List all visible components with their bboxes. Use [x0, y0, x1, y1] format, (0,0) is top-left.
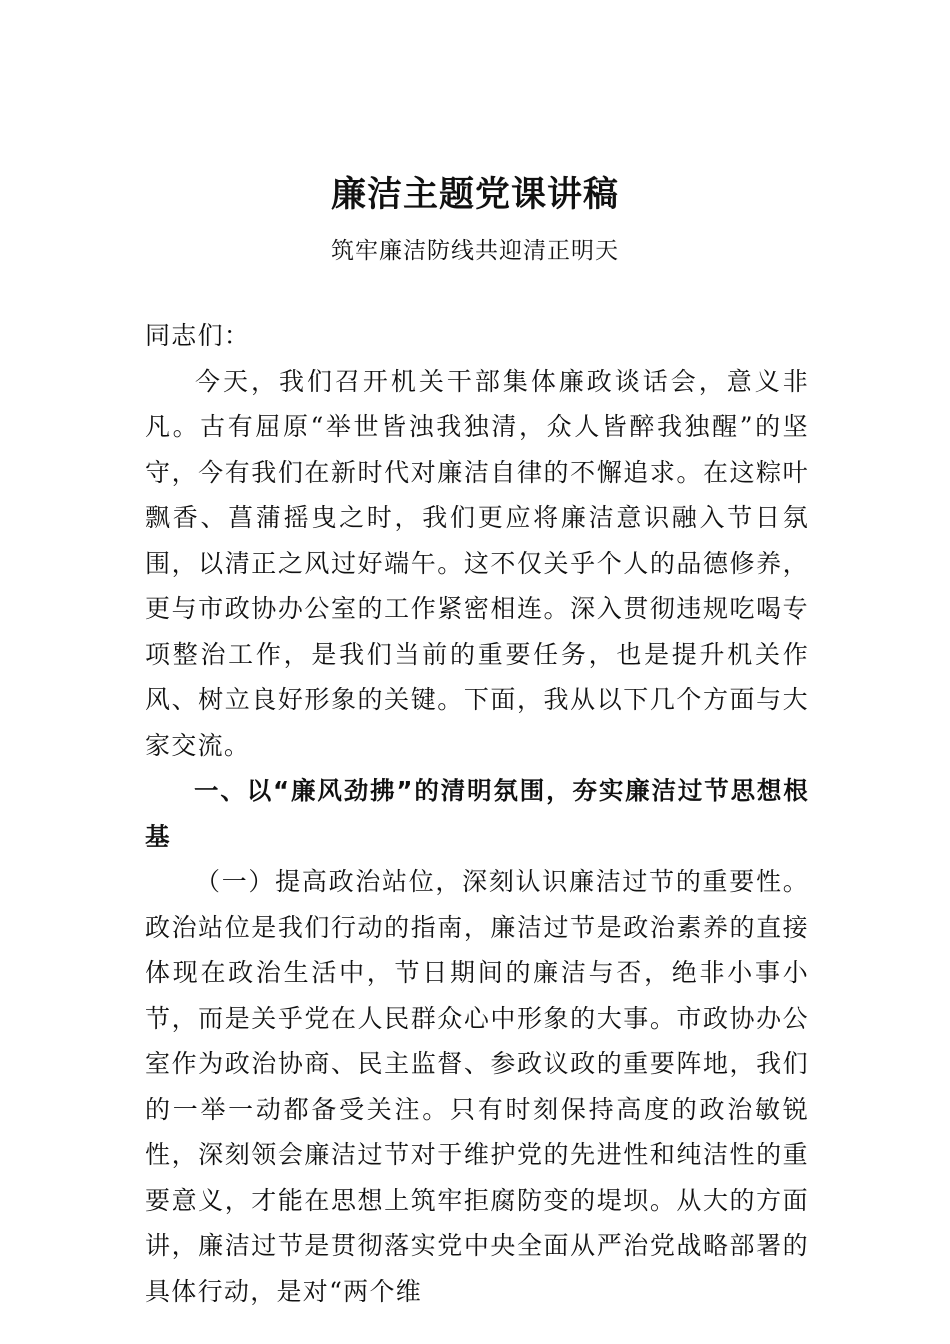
- document-subtitle: 筑牢廉洁防线共迎清正明天: [331, 238, 619, 264]
- salutation: 同志们：: [145, 321, 251, 350]
- intro-paragraph: 今天，我们召开机关干部集体廉政谈话会，意义非凡。古有屈原“举世皆浊我独清，众人皆醉我独醒”的坚守，今有我们在新时代对廉洁自律的不懈追求。在这粽叶飘香、菖蒲摇曳之时，我们更应将廉洁意识融入节日氛围，以清正之风过好端午。这不仅关乎个人的品德修养，更与市政协办公室的工作紧密相连。深入贯彻违规吃喝专项整治工作，是我们当前的重要任务，也是提升机关作风、树立良好形象的关键。下面，我从以下几个方面与大家交流。: [145, 366, 809, 760]
- document-title: 廉洁主题党课讲稿: [330, 174, 619, 215]
- section-heading-1: 一、以“廉风劲拂”的清明氛围，夯实廉洁过节思想根基: [145, 776, 809, 851]
- section-1-paragraph-1: （一）提高政治站位，深刻认识廉洁过节的重要性。政治站位是我们行动的指南，廉洁过节是政治素养的直接体现在政治生活中，节日期间的廉洁与否，绝非小事小节，而是关乎党在人民群众心中形象的大事。市政协办公室作为政治协商、民主监督、参政议政的重要阵地，我们的一举一动都备受关注。只有时刻保持高度的政治敏锐性，深刻领会廉洁过节对于维护党的先进性和纯洁性的重要意义，才能在思想上筑牢拒腐防变的堤坝。从大的方面讲，廉洁过节是贯彻落实党中央全面从严治党战略部署的具体行动，是对“两个维: [145, 867, 809, 1306]
- document-body: [145, 313, 809, 1314]
